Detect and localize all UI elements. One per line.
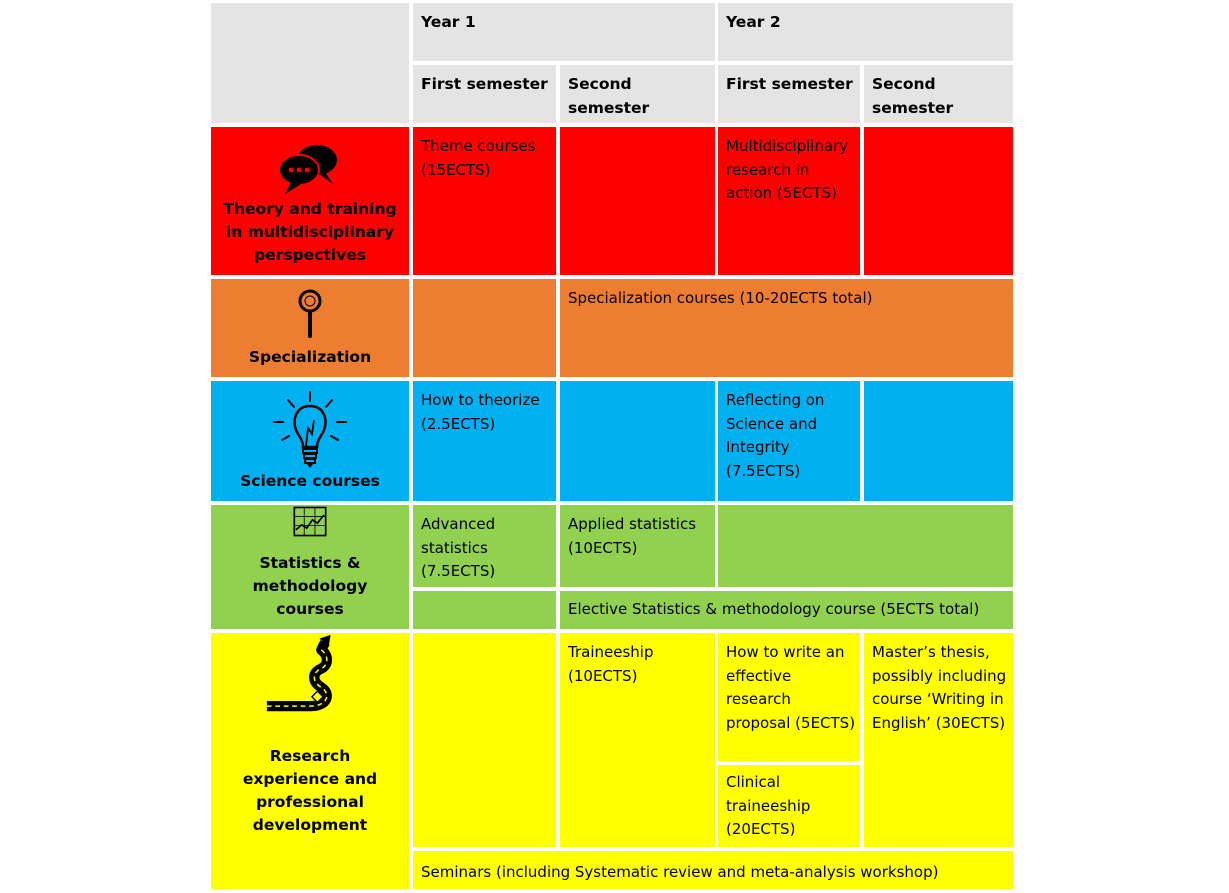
theory-y1-first: Theme courses (15ECTS)	[413, 127, 556, 275]
header-corner	[211, 3, 409, 123]
magnifier-icon	[295, 288, 325, 340]
y1-second-semester-header: Second semester	[560, 65, 715, 123]
theory-row-label	[211, 127, 409, 275]
specialization-span: Specialization courses (10-20ECTS total)	[560, 279, 1013, 377]
research-y2-first-bottom: Clinical traineeship (20ECTS)	[718, 765, 860, 847]
specialization-y1-first	[413, 279, 556, 377]
winding-road-icon	[260, 633, 360, 723]
science-y2-second	[864, 381, 1013, 501]
specialization-label: Specialization	[248, 348, 372, 366]
y2-second-semester-header: Second semester	[864, 65, 1013, 123]
statistics-y1-second: Applied statistics (10ECTS)	[560, 505, 715, 587]
lightbulb-icon	[268, 390, 352, 470]
speech-bubbles-icon	[275, 140, 345, 198]
line-chart-icon	[288, 505, 332, 538]
statistics-elective-y1-first	[413, 591, 556, 629]
statistics-y1-first: Advanced statistics (7.5ECTS)	[413, 505, 556, 587]
y2-first-semester-header: First semester	[718, 65, 860, 123]
research-y2-first-top: How to write an effective research proposal (5ECTS)	[718, 633, 860, 761]
theory-label: Theory and training in multidisciplinary perspectives	[223, 200, 397, 264]
statistics-year2	[718, 505, 1013, 587]
research-y1-second: Traineeship (10ECTS)	[560, 633, 715, 847]
theory-y2-first: Multidisciplinary research in action (5ECTS)	[718, 127, 860, 275]
theory-y2-second	[864, 127, 1013, 275]
year1-header: Year 1	[413, 3, 715, 61]
science-row-label	[211, 381, 409, 501]
research-y2-second: Master’s thesis, possibly including course ‘Writing in English’ (30ECTS)	[864, 633, 1013, 847]
research-row-label	[211, 633, 409, 889]
research-y1-first	[413, 633, 556, 847]
statistics-label: Statistics & methodology courses	[252, 554, 368, 618]
science-label: Science courses	[240, 472, 380, 490]
science-y2-first: Reflecting on Science and Integrity (7.5ECTS)	[718, 381, 860, 501]
science-y1-second	[560, 381, 715, 501]
science-y1-first: How to theorize (2.5ECTS)	[413, 381, 556, 501]
statistics-row-label	[211, 505, 409, 629]
research-seminars: Seminars (including Systematic review and meta-analysis workshop)	[413, 851, 1013, 889]
year2-header: Year 2	[718, 3, 1013, 61]
theory-y1-second	[560, 127, 715, 275]
research-label: Research experience and professional development	[242, 747, 378, 834]
specialization-row-label	[211, 279, 409, 377]
statistics-elective-span: Elective Statistics & methodology course (5ECTS total)	[560, 591, 1013, 629]
y1-first-semester-header: First semester	[413, 65, 556, 123]
